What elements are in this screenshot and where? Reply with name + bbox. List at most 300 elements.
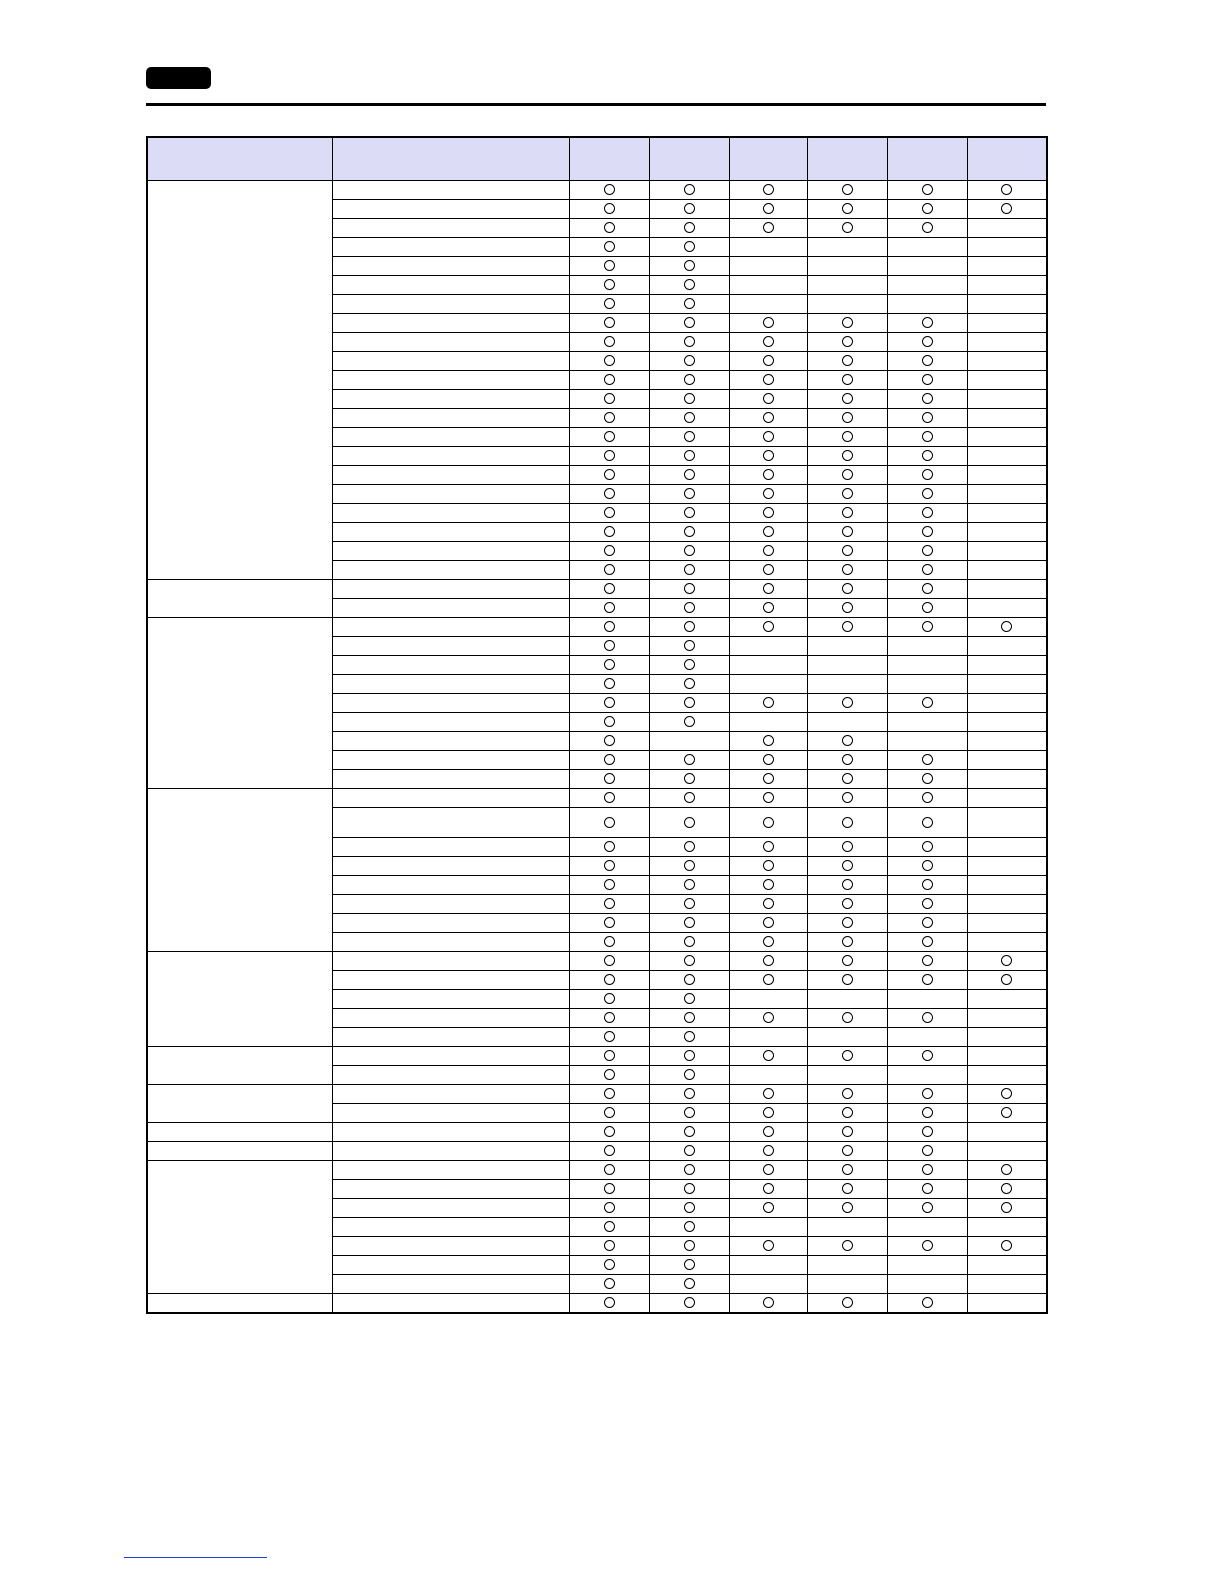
supported-circle-icon xyxy=(842,1088,853,1099)
supported-circle-icon xyxy=(842,450,853,461)
group-label-cell xyxy=(147,1046,332,1084)
model-support-cell xyxy=(967,1255,1047,1274)
supported-circle-icon xyxy=(604,1297,615,1308)
row-description-cell xyxy=(332,731,569,750)
model-support-cell xyxy=(569,1065,649,1084)
supported-circle-icon xyxy=(604,222,615,233)
supported-circle-icon xyxy=(763,817,774,828)
model-support-cell xyxy=(967,1084,1047,1103)
supported-circle-icon xyxy=(842,431,853,442)
group-label-cell xyxy=(147,1141,332,1160)
model-support-cell xyxy=(649,856,729,875)
supported-circle-icon xyxy=(604,678,615,689)
model-support-cell xyxy=(967,788,1047,807)
supported-circle-icon xyxy=(842,393,853,404)
supported-circle-icon xyxy=(684,1221,695,1232)
supported-circle-icon xyxy=(763,393,774,404)
row-description-cell xyxy=(332,541,569,560)
supported-circle-icon xyxy=(922,1297,933,1308)
model-support-cell xyxy=(807,913,887,932)
supported-circle-icon xyxy=(763,792,774,803)
row-description-cell xyxy=(332,655,569,674)
model-support-cell xyxy=(729,332,807,351)
model-support-cell xyxy=(807,636,887,655)
supported-circle-icon xyxy=(763,860,774,871)
model-support-cell xyxy=(729,275,807,294)
model-support-cell xyxy=(729,875,807,894)
supported-circle-icon xyxy=(763,1183,774,1194)
model-support-cell xyxy=(887,598,967,617)
model-support-cell xyxy=(729,389,807,408)
model-support-cell xyxy=(887,275,967,294)
row-description-cell xyxy=(332,275,569,294)
table-row xyxy=(147,617,1047,636)
supported-circle-icon xyxy=(604,317,615,328)
row-description-cell xyxy=(332,913,569,932)
supported-circle-icon xyxy=(604,697,615,708)
supported-circle-icon xyxy=(604,860,615,871)
model-support-cell xyxy=(729,1065,807,1084)
model-support-cell xyxy=(887,1027,967,1046)
header-rule xyxy=(146,103,1046,106)
supported-circle-icon xyxy=(842,1126,853,1137)
supported-circle-icon xyxy=(684,393,695,404)
model-support-cell xyxy=(729,465,807,484)
row-description-cell xyxy=(332,446,569,465)
model-support-cell xyxy=(729,522,807,541)
model-support-cell xyxy=(967,1160,1047,1179)
model-support-cell xyxy=(807,1122,887,1141)
model-support-cell xyxy=(807,1065,887,1084)
model-support-cell xyxy=(887,256,967,275)
model-support-cell xyxy=(887,389,967,408)
supported-circle-icon xyxy=(842,841,853,852)
table-header-row xyxy=(147,137,1047,180)
model-support-cell xyxy=(887,1274,967,1293)
model-support-cell xyxy=(649,237,729,256)
model-support-cell xyxy=(649,875,729,894)
supported-circle-icon xyxy=(763,450,774,461)
model-support-cell xyxy=(569,655,649,674)
footer-link[interactable] xyxy=(124,1557,267,1558)
row-description-cell xyxy=(332,256,569,275)
row-description-cell xyxy=(332,579,569,598)
supported-circle-icon xyxy=(604,659,615,670)
model-support-cell xyxy=(569,1084,649,1103)
supported-circle-icon xyxy=(763,917,774,928)
model-support-cell xyxy=(887,970,967,989)
model-support-cell xyxy=(569,693,649,712)
model-support-cell xyxy=(967,932,1047,951)
supported-circle-icon xyxy=(842,526,853,537)
supported-circle-icon xyxy=(922,898,933,909)
model-support-cell xyxy=(807,788,887,807)
row-description-cell xyxy=(332,484,569,503)
supported-circle-icon xyxy=(604,203,615,214)
supported-circle-icon xyxy=(684,1164,695,1175)
model-support-cell xyxy=(649,1122,729,1141)
supported-circle-icon xyxy=(684,298,695,309)
model-support-cell xyxy=(569,636,649,655)
model-support-cell xyxy=(649,503,729,522)
model-support-cell xyxy=(729,1255,807,1274)
model-support-cell xyxy=(729,769,807,788)
supported-circle-icon xyxy=(922,602,933,613)
row-description-cell xyxy=(332,1179,569,1198)
model-support-cell xyxy=(807,856,887,875)
model-support-cell xyxy=(807,332,887,351)
model-support-cell xyxy=(967,693,1047,712)
model-support-cell xyxy=(569,446,649,465)
supported-circle-icon xyxy=(922,1145,933,1156)
model-support-cell xyxy=(649,1065,729,1084)
model-support-cell xyxy=(569,769,649,788)
model-support-cell xyxy=(569,712,649,731)
supported-circle-icon xyxy=(922,841,933,852)
supported-circle-icon xyxy=(842,1164,853,1175)
supported-circle-icon xyxy=(922,222,933,233)
supported-circle-icon xyxy=(604,1259,615,1270)
supported-circle-icon xyxy=(922,1202,933,1213)
row-description-cell xyxy=(332,970,569,989)
model-support-cell xyxy=(967,1198,1047,1217)
model-support-cell xyxy=(649,837,729,856)
model-support-cell xyxy=(569,875,649,894)
model-support-cell xyxy=(729,541,807,560)
supported-circle-icon xyxy=(842,336,853,347)
model-support-cell xyxy=(887,199,967,218)
supported-circle-icon xyxy=(763,412,774,423)
group-label-cell xyxy=(147,1293,332,1313)
supported-circle-icon xyxy=(604,1240,615,1251)
model-support-cell xyxy=(967,275,1047,294)
model-support-cell xyxy=(887,913,967,932)
supported-circle-icon xyxy=(922,1126,933,1137)
model-support-cell xyxy=(967,1274,1047,1293)
model-support-cell xyxy=(569,788,649,807)
supported-circle-icon xyxy=(763,317,774,328)
compatibility-table xyxy=(146,136,1048,1314)
supported-circle-icon xyxy=(922,917,933,928)
model-support-cell xyxy=(887,1160,967,1179)
model-support-cell xyxy=(649,1084,729,1103)
column-header-6 xyxy=(887,137,967,180)
model-support-cell xyxy=(729,807,807,837)
model-support-cell xyxy=(569,932,649,951)
row-description-cell xyxy=(332,1236,569,1255)
model-support-cell xyxy=(649,617,729,636)
model-support-cell xyxy=(729,837,807,856)
model-support-cell xyxy=(649,408,729,427)
model-support-cell xyxy=(967,1046,1047,1065)
model-support-cell xyxy=(649,970,729,989)
model-support-cell xyxy=(649,446,729,465)
model-support-cell xyxy=(569,237,649,256)
model-support-cell xyxy=(729,731,807,750)
supported-circle-icon xyxy=(763,1202,774,1213)
model-support-cell xyxy=(569,503,649,522)
model-support-cell xyxy=(807,1217,887,1236)
model-support-cell xyxy=(569,427,649,446)
model-support-cell xyxy=(569,275,649,294)
supported-circle-icon xyxy=(684,659,695,670)
supported-circle-icon xyxy=(763,526,774,537)
model-support-cell xyxy=(807,1236,887,1255)
supported-circle-icon xyxy=(604,241,615,252)
chapter-tab-badge xyxy=(146,67,211,89)
model-support-cell xyxy=(887,636,967,655)
column-header-5 xyxy=(807,137,887,180)
model-support-cell xyxy=(967,237,1047,256)
supported-circle-icon xyxy=(922,526,933,537)
supported-circle-icon xyxy=(604,279,615,290)
supported-circle-icon xyxy=(842,773,853,784)
model-support-cell xyxy=(649,218,729,237)
supported-circle-icon xyxy=(922,412,933,423)
model-support-cell xyxy=(807,837,887,856)
supported-circle-icon xyxy=(763,184,774,195)
supported-circle-icon xyxy=(684,203,695,214)
supported-circle-icon xyxy=(604,993,615,1004)
model-support-cell xyxy=(807,1274,887,1293)
supported-circle-icon xyxy=(684,336,695,347)
model-support-cell xyxy=(649,579,729,598)
model-support-cell xyxy=(887,674,967,693)
model-support-cell xyxy=(967,1236,1047,1255)
model-support-cell xyxy=(569,989,649,1008)
supported-circle-icon xyxy=(684,279,695,290)
supported-circle-icon xyxy=(763,203,774,214)
supported-circle-icon xyxy=(604,526,615,537)
model-support-cell xyxy=(967,837,1047,856)
model-support-cell xyxy=(729,199,807,218)
model-support-cell xyxy=(967,894,1047,913)
model-support-cell xyxy=(887,1084,967,1103)
supported-circle-icon xyxy=(684,974,695,985)
model-support-cell xyxy=(807,598,887,617)
supported-circle-icon xyxy=(842,936,853,947)
model-support-cell xyxy=(807,408,887,427)
supported-circle-icon xyxy=(842,203,853,214)
supported-circle-icon xyxy=(842,488,853,499)
model-support-cell xyxy=(569,856,649,875)
row-description-cell xyxy=(332,1274,569,1293)
supported-circle-icon xyxy=(684,1088,695,1099)
supported-circle-icon xyxy=(684,678,695,689)
column-header-7 xyxy=(967,137,1047,180)
model-support-cell xyxy=(967,218,1047,237)
supported-circle-icon xyxy=(842,1107,853,1118)
supported-circle-icon xyxy=(684,936,695,947)
model-support-cell xyxy=(649,693,729,712)
model-support-cell xyxy=(569,598,649,617)
supported-circle-icon xyxy=(604,431,615,442)
model-support-cell xyxy=(807,989,887,1008)
supported-circle-icon xyxy=(604,1050,615,1061)
model-support-cell xyxy=(649,1293,729,1313)
model-support-cell xyxy=(569,1179,649,1198)
supported-circle-icon xyxy=(763,1297,774,1308)
supported-circle-icon xyxy=(763,488,774,499)
supported-circle-icon xyxy=(763,1107,774,1118)
supported-circle-icon xyxy=(763,507,774,518)
model-support-cell xyxy=(649,1217,729,1236)
supported-circle-icon xyxy=(684,1126,695,1137)
model-support-cell xyxy=(649,1103,729,1122)
model-support-cell xyxy=(729,446,807,465)
model-support-cell xyxy=(569,1122,649,1141)
model-support-cell xyxy=(807,1255,887,1274)
model-support-cell xyxy=(967,351,1047,370)
supported-circle-icon xyxy=(763,431,774,442)
supported-circle-icon xyxy=(922,792,933,803)
supported-circle-icon xyxy=(604,754,615,765)
group-label-cell xyxy=(147,180,332,579)
supported-circle-icon xyxy=(1001,203,1012,214)
supported-circle-icon xyxy=(1001,1202,1012,1213)
supported-circle-icon xyxy=(922,1050,933,1061)
supported-circle-icon xyxy=(763,898,774,909)
row-description-cell xyxy=(332,1293,569,1313)
model-support-cell xyxy=(967,655,1047,674)
model-support-cell xyxy=(887,1008,967,1027)
model-support-cell xyxy=(887,180,967,199)
model-support-cell xyxy=(649,1008,729,1027)
row-description-cell xyxy=(332,769,569,788)
supported-circle-icon xyxy=(922,1088,933,1099)
model-support-cell xyxy=(807,1027,887,1046)
supported-circle-icon xyxy=(1001,1240,1012,1251)
supported-circle-icon xyxy=(604,488,615,499)
model-support-cell xyxy=(649,1274,729,1293)
supported-circle-icon xyxy=(1001,621,1012,632)
supported-circle-icon xyxy=(684,817,695,828)
model-support-cell xyxy=(807,1198,887,1217)
supported-circle-icon xyxy=(922,1012,933,1023)
supported-circle-icon xyxy=(684,374,695,385)
model-support-cell xyxy=(569,199,649,218)
supported-circle-icon xyxy=(684,640,695,651)
model-support-cell xyxy=(967,560,1047,579)
model-support-cell xyxy=(729,180,807,199)
supported-circle-icon xyxy=(763,974,774,985)
model-support-cell xyxy=(569,970,649,989)
model-support-cell xyxy=(967,1027,1047,1046)
supported-circle-icon xyxy=(763,735,774,746)
supported-circle-icon xyxy=(684,697,695,708)
supported-circle-icon xyxy=(922,621,933,632)
model-support-cell xyxy=(569,370,649,389)
model-support-cell xyxy=(967,541,1047,560)
supported-circle-icon xyxy=(684,545,695,556)
supported-circle-icon xyxy=(842,1050,853,1061)
model-support-cell xyxy=(729,1008,807,1027)
model-support-cell xyxy=(729,674,807,693)
supported-circle-icon xyxy=(922,545,933,556)
supported-circle-icon xyxy=(684,773,695,784)
supported-circle-icon xyxy=(684,583,695,594)
supported-circle-icon xyxy=(684,355,695,366)
model-support-cell xyxy=(649,427,729,446)
row-description-cell xyxy=(332,674,569,693)
supported-circle-icon xyxy=(763,1088,774,1099)
model-support-cell xyxy=(569,837,649,856)
supported-circle-icon xyxy=(842,917,853,928)
row-description-cell xyxy=(332,522,569,541)
model-support-cell xyxy=(569,522,649,541)
table-row xyxy=(147,1046,1047,1065)
model-support-cell xyxy=(807,712,887,731)
model-support-cell xyxy=(729,370,807,389)
table-row xyxy=(147,788,1047,807)
model-support-cell xyxy=(807,427,887,446)
model-support-cell xyxy=(649,807,729,837)
supported-circle-icon xyxy=(922,1183,933,1194)
supported-circle-icon xyxy=(842,1012,853,1023)
row-description-cell xyxy=(332,1160,569,1179)
supported-circle-icon xyxy=(684,1183,695,1194)
model-support-cell xyxy=(569,731,649,750)
model-support-cell xyxy=(569,1103,649,1122)
supported-circle-icon xyxy=(604,298,615,309)
supported-circle-icon xyxy=(842,697,853,708)
model-support-cell xyxy=(967,913,1047,932)
model-support-cell xyxy=(887,1046,967,1065)
row-description-cell xyxy=(332,894,569,913)
model-support-cell xyxy=(967,1141,1047,1160)
column-header-4 xyxy=(729,137,807,180)
model-support-cell xyxy=(807,932,887,951)
model-support-cell xyxy=(729,655,807,674)
supported-circle-icon xyxy=(842,754,853,765)
model-support-cell xyxy=(967,674,1047,693)
row-description-cell xyxy=(332,837,569,856)
model-support-cell xyxy=(649,894,729,913)
supported-circle-icon xyxy=(763,936,774,947)
group-label-cell xyxy=(147,1084,332,1122)
supported-circle-icon xyxy=(684,1050,695,1061)
group-label-cell xyxy=(147,788,332,951)
supported-circle-icon xyxy=(922,469,933,480)
model-support-cell xyxy=(967,731,1047,750)
model-support-cell xyxy=(807,750,887,769)
supported-circle-icon xyxy=(684,431,695,442)
supported-circle-icon xyxy=(842,412,853,423)
table-row xyxy=(147,1084,1047,1103)
model-support-cell xyxy=(569,1198,649,1217)
model-support-cell xyxy=(807,655,887,674)
model-support-cell xyxy=(569,951,649,970)
supported-circle-icon xyxy=(604,1145,615,1156)
model-support-cell xyxy=(649,484,729,503)
supported-circle-icon xyxy=(604,773,615,784)
supported-circle-icon xyxy=(604,412,615,423)
column-header-3 xyxy=(649,137,729,180)
table-row xyxy=(147,1141,1047,1160)
model-support-cell xyxy=(649,913,729,932)
model-support-cell xyxy=(729,1274,807,1293)
model-support-cell xyxy=(729,1160,807,1179)
model-support-cell xyxy=(807,1103,887,1122)
model-support-cell xyxy=(807,465,887,484)
model-support-cell xyxy=(807,484,887,503)
supported-circle-icon xyxy=(604,917,615,928)
supported-circle-icon xyxy=(684,317,695,328)
row-description-cell xyxy=(332,408,569,427)
supported-circle-icon xyxy=(684,917,695,928)
supported-circle-icon xyxy=(604,974,615,985)
model-support-cell xyxy=(807,370,887,389)
